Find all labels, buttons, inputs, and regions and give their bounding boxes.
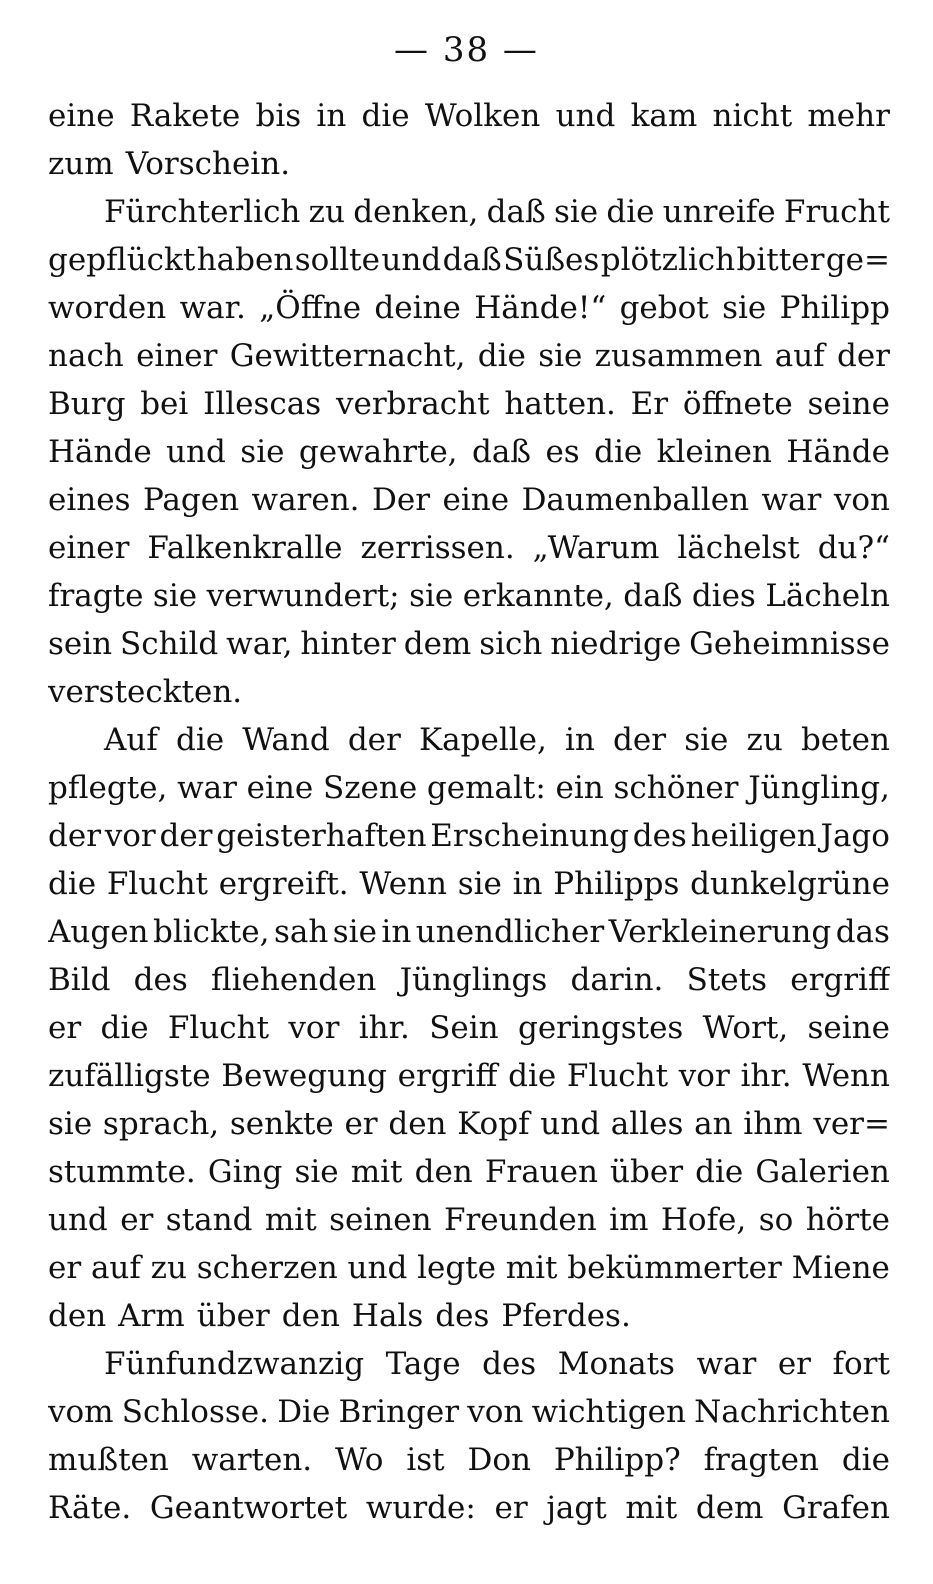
word: die	[606, 194, 655, 230]
word: in	[512, 866, 543, 902]
word: ihr.	[740, 1058, 792, 1094]
word: vor	[288, 1010, 340, 1046]
word: legte	[417, 1250, 496, 1286]
word: die	[841, 1442, 890, 1478]
word: verbracht	[335, 386, 490, 422]
word: im	[609, 1202, 649, 1238]
word: eine	[442, 482, 510, 518]
word: eines	[48, 482, 131, 518]
word: Ging	[207, 1154, 283, 1190]
word: Frucht	[783, 194, 890, 230]
word: stand	[165, 1202, 253, 1238]
word: die	[100, 1010, 149, 1046]
word: wurde:	[365, 1490, 476, 1526]
word: sie	[538, 338, 583, 374]
word: mit	[350, 1154, 403, 1190]
text-line	[48, 1148, 890, 1196]
word: mußten	[48, 1442, 169, 1478]
word: sah	[273, 914, 329, 950]
word: Lächeln	[765, 578, 890, 614]
word: Flucht	[566, 1058, 669, 1094]
text-line	[48, 332, 890, 380]
page-number: — 38 —	[394, 30, 539, 70]
word: und	[381, 242, 442, 278]
word: bitter	[736, 242, 825, 278]
word: Fürchterlich	[104, 194, 301, 230]
word: zusammen	[594, 338, 763, 374]
word: dies	[691, 578, 756, 614]
text-line	[48, 668, 890, 716]
word: nicht	[712, 98, 793, 134]
word: Tage	[385, 1346, 461, 1382]
word: den	[48, 1298, 107, 1334]
word: die	[477, 338, 526, 374]
word: Philipps	[553, 866, 680, 902]
word: Daumenballen	[521, 482, 750, 518]
word: daß	[471, 434, 532, 470]
word: gewahrte,	[298, 434, 458, 470]
word: Verkleinerung	[608, 914, 832, 950]
word: er	[777, 1346, 811, 1382]
text-line	[48, 764, 890, 812]
word: Philipp	[779, 290, 890, 326]
text-line	[48, 428, 890, 476]
text-line	[48, 524, 890, 572]
text-line	[48, 1100, 890, 1148]
word: senkte	[229, 1106, 334, 1142]
word: schöner	[613, 770, 739, 806]
word: daß	[623, 578, 683, 614]
word: sein	[48, 626, 113, 662]
text-line	[48, 1484, 890, 1532]
word: mit	[505, 1250, 558, 1286]
word: ihm	[743, 1106, 803, 1142]
word: einer	[136, 338, 218, 374]
word: Frauen	[484, 1154, 598, 1190]
word: ergriff	[397, 1058, 498, 1094]
word: dem	[695, 1490, 764, 1526]
word: in	[381, 914, 412, 950]
word: fliehenden	[210, 962, 377, 998]
body-text	[48, 92, 890, 1532]
word: Geheimnisse	[689, 626, 890, 662]
word: fragte	[48, 578, 144, 614]
word: plötzlich	[600, 242, 736, 278]
text-line	[48, 1436, 890, 1484]
word: der	[48, 818, 102, 854]
word: sie	[294, 1154, 339, 1190]
word: mit	[264, 1202, 317, 1238]
word: dem	[403, 626, 472, 662]
word: Wort,	[702, 1010, 789, 1046]
word: zufälligste	[48, 1058, 211, 1094]
word: die	[695, 1154, 744, 1190]
word: den	[414, 1154, 473, 1190]
word: Stets	[686, 962, 768, 998]
word: „Warum	[532, 530, 660, 566]
word: zu	[746, 722, 783, 758]
text-line	[48, 1052, 890, 1100]
word: des	[632, 818, 687, 854]
word: der	[836, 338, 890, 374]
word: wichtigen	[531, 1394, 686, 1430]
word: und	[540, 1106, 601, 1142]
word: in	[565, 722, 595, 758]
word: er	[48, 1010, 82, 1046]
word: bekümmerter	[567, 1250, 782, 1286]
word: mehr	[807, 98, 890, 134]
word: versteckten.	[48, 674, 243, 710]
word: fragten	[703, 1442, 819, 1478]
text-line	[48, 860, 890, 908]
word: Grafen	[782, 1490, 890, 1526]
word: gebot	[619, 290, 709, 326]
word: war	[761, 482, 822, 518]
word: von	[833, 482, 890, 518]
word: warten.	[191, 1442, 313, 1478]
word: sie	[684, 722, 729, 758]
word: sie	[48, 1106, 93, 1142]
text-line	[48, 1196, 890, 1244]
word: Falkenkralle	[147, 530, 343, 566]
word: Monats	[557, 1346, 675, 1382]
word: sollte	[294, 242, 380, 278]
word: kleinen	[656, 434, 772, 470]
word: Flucht	[167, 1010, 270, 1046]
word: Fünfundzwanzig	[104, 1346, 365, 1382]
word: zerrissen.	[360, 530, 515, 566]
word: seine	[807, 386, 890, 422]
word: Wenn	[359, 866, 447, 902]
word: gemalt:	[426, 770, 546, 806]
word: über	[196, 1298, 270, 1334]
word: die	[48, 866, 97, 902]
word: Hofe,	[660, 1202, 747, 1238]
word: Jago	[820, 818, 890, 854]
word: und	[166, 434, 226, 470]
word: an	[694, 1106, 733, 1142]
word: er	[494, 1490, 528, 1526]
word: der	[347, 722, 401, 758]
word: geisterhaften	[216, 818, 427, 854]
word: ge=	[825, 242, 890, 278]
word: Schild	[120, 626, 219, 662]
word: Don	[467, 1442, 531, 1478]
word: war	[177, 770, 237, 806]
word: sprach,	[102, 1106, 220, 1142]
word: pflegte,	[48, 770, 168, 806]
word: heiligen	[690, 818, 817, 854]
word: nach	[48, 338, 124, 374]
word: Erscheinung	[430, 818, 629, 854]
word: kam	[630, 98, 698, 134]
word: Rakete	[129, 98, 241, 134]
word: Schlosse.	[121, 1394, 269, 1430]
word: von	[467, 1394, 524, 1430]
word: Bringer	[338, 1394, 460, 1430]
word: unreife	[662, 194, 776, 230]
word: und	[555, 98, 616, 134]
text-line	[48, 572, 890, 620]
word: des	[482, 1346, 537, 1382]
text-line	[48, 956, 890, 1004]
word: Bewegung	[221, 1058, 387, 1094]
word: daß	[486, 194, 546, 230]
word: Illescas	[203, 386, 322, 422]
word: den	[281, 1298, 340, 1334]
word: er	[120, 1202, 154, 1238]
word: sie	[332, 914, 377, 950]
word: zu	[308, 194, 345, 230]
word: Wo	[335, 1442, 384, 1478]
word: deine	[374, 290, 461, 326]
word: die	[594, 434, 643, 470]
word: die	[508, 1058, 557, 1094]
text-line	[48, 1340, 890, 1388]
word: einer	[48, 530, 130, 566]
text-line	[48, 236, 890, 284]
word: Bild	[48, 962, 111, 998]
word: Gewitternacht,	[229, 338, 466, 374]
word: den	[388, 1106, 447, 1142]
word: seinen	[329, 1202, 432, 1238]
word: Hände!“	[474, 290, 607, 326]
word: Jüngling,	[748, 770, 890, 806]
text-line	[48, 140, 890, 188]
word: scherzen	[196, 1250, 338, 1286]
word: eine	[246, 770, 314, 806]
text-line	[48, 188, 890, 236]
word: Kapelle,	[418, 722, 547, 758]
word: niedrige	[550, 626, 682, 662]
word: Burg	[48, 386, 126, 422]
word: Augen	[48, 914, 149, 950]
word: Arm	[118, 1298, 185, 1334]
word: vom	[48, 1394, 114, 1430]
word: darin.	[570, 962, 664, 998]
text-line	[48, 380, 890, 428]
word: Wolken	[424, 98, 541, 134]
word: Wenn	[802, 1058, 890, 1094]
word: auf	[774, 338, 825, 374]
word: des	[133, 962, 188, 998]
word: sie	[553, 194, 599, 230]
word: der	[613, 722, 667, 758]
word: Der	[372, 482, 431, 518]
word: eine	[48, 98, 115, 134]
word: in	[316, 98, 347, 134]
word: ergreift.	[218, 866, 349, 902]
text-line	[48, 284, 890, 332]
word: stummte.	[48, 1154, 196, 1190]
word: Er	[630, 386, 669, 422]
word: öffnete	[682, 386, 793, 422]
word: vor	[104, 818, 156, 854]
word: mit	[625, 1490, 678, 1526]
word: seine	[807, 1010, 890, 1046]
text-line	[48, 1388, 890, 1436]
word: es	[545, 434, 580, 470]
word: unendlicher	[415, 914, 605, 950]
word: zum	[48, 146, 114, 182]
text-line	[48, 1004, 890, 1052]
word: sie	[457, 866, 502, 902]
word: Flucht	[106, 866, 209, 902]
word: blickte,	[152, 914, 270, 950]
word: vor	[678, 1058, 730, 1094]
text-line	[48, 716, 890, 764]
word: die	[361, 98, 410, 134]
word: hörte	[805, 1202, 890, 1238]
word: du?“	[817, 530, 890, 566]
text-line	[48, 812, 890, 860]
word: erkannte,	[462, 578, 614, 614]
word: über	[610, 1154, 684, 1190]
word: er	[344, 1106, 378, 1142]
text-line	[48, 476, 890, 524]
word: des	[435, 1298, 490, 1334]
text-line	[48, 1244, 890, 1292]
word: Hände	[48, 434, 152, 470]
word: Philipp?	[553, 1442, 681, 1478]
word: zu	[150, 1250, 187, 1286]
word: dunkelgrüne	[690, 866, 890, 902]
word: worden	[48, 290, 167, 326]
word: Miene	[791, 1250, 890, 1286]
word: daß	[442, 242, 502, 278]
word: war.	[179, 290, 246, 326]
word: gepflückt	[48, 242, 196, 278]
word: sie	[409, 578, 454, 614]
word: Kopf	[457, 1106, 530, 1142]
word: die	[175, 722, 225, 758]
word: Jünglings	[399, 962, 548, 998]
word: sich	[479, 626, 543, 662]
word: alles	[610, 1106, 684, 1142]
word: ihr.	[358, 1010, 410, 1046]
word: das	[835, 914, 890, 950]
word: ein	[555, 770, 604, 806]
word: Wand	[242, 722, 330, 758]
word: jagt	[546, 1490, 607, 1526]
word: waren.	[251, 482, 360, 518]
word: bis	[255, 98, 302, 134]
word: Nachrichten	[694, 1394, 890, 1430]
word: auf	[90, 1250, 141, 1286]
word: sie	[722, 290, 767, 326]
word: geringstes	[517, 1010, 684, 1046]
word: Die	[277, 1394, 331, 1430]
word: und	[48, 1202, 108, 1238]
word: Pferdes.	[501, 1298, 631, 1334]
word: verwundert;	[206, 578, 400, 614]
word: ergriff	[790, 962, 890, 998]
word: der	[159, 818, 213, 854]
text-line	[48, 620, 890, 668]
word: Geantwortet	[149, 1490, 348, 1526]
text-line	[48, 92, 890, 140]
word: ver=	[813, 1106, 890, 1142]
word: denken,	[353, 194, 479, 230]
word: war	[696, 1346, 757, 1382]
word: Süßes	[503, 242, 600, 278]
word: Hals	[351, 1298, 424, 1334]
text-line	[48, 1292, 890, 1340]
word: ist	[406, 1442, 445, 1478]
word: Räte.	[48, 1490, 132, 1526]
word: Szene	[322, 770, 418, 806]
word: Hände	[786, 434, 890, 470]
word: und	[347, 1250, 408, 1286]
word: sie	[240, 434, 285, 470]
text-line	[48, 908, 890, 956]
word: Sein	[429, 1010, 499, 1046]
word: Vorschein.	[125, 146, 291, 182]
word: so	[758, 1202, 794, 1238]
word: beten	[800, 722, 890, 758]
word: Galerien	[755, 1154, 890, 1190]
word: hatten.	[504, 386, 616, 422]
word: war,	[226, 626, 293, 662]
word: fort	[832, 1346, 890, 1382]
word: hinter	[300, 626, 396, 662]
word: er	[48, 1250, 82, 1286]
word: Pagen	[142, 482, 240, 518]
word: „Öffne	[259, 290, 362, 326]
word: sie	[152, 578, 198, 614]
word: Auf	[104, 722, 158, 758]
word: lächelst	[677, 530, 800, 566]
word: haben	[196, 242, 294, 278]
word: bei	[140, 386, 189, 422]
word: Freunden	[443, 1202, 597, 1238]
